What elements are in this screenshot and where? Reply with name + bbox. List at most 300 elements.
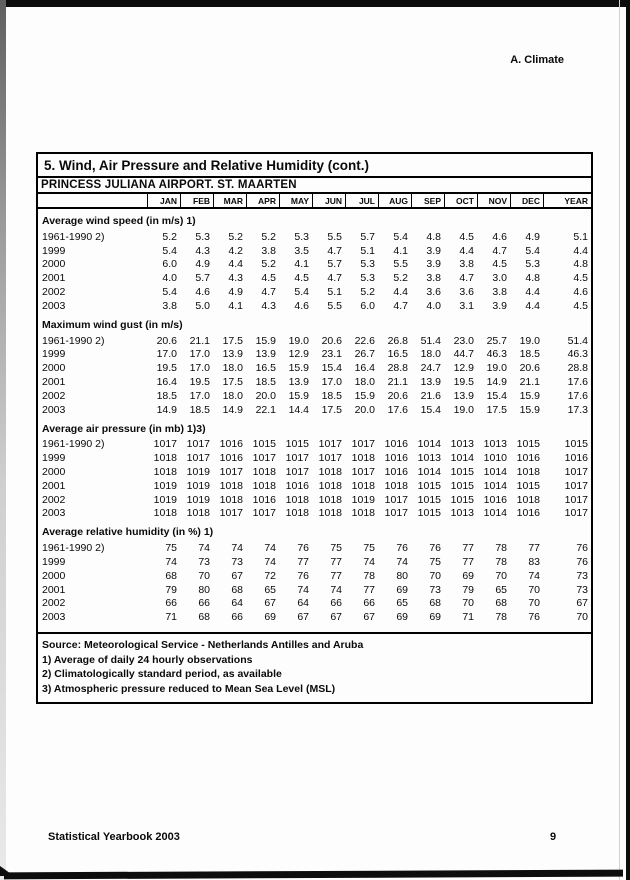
scan-artifact-left-strip — [0, 0, 6, 880]
cell: 4.1 — [228, 299, 243, 312]
cell: 1014 — [483, 479, 507, 492]
cell: 1015 — [417, 493, 441, 506]
cell: 1019 — [153, 479, 177, 492]
cell: 77 — [330, 569, 342, 582]
cell: 4.0 — [426, 299, 441, 312]
cell: 69 — [396, 583, 408, 596]
cell: 1017 — [318, 438, 342, 451]
cell: 1018 — [153, 466, 177, 479]
cell: 74 — [330, 583, 342, 596]
cell: 1014 — [483, 507, 507, 520]
cell: 73 — [231, 556, 243, 569]
cell: 1017 — [153, 438, 177, 451]
cell: 4.6 — [492, 230, 507, 243]
cell: 1017 — [318, 452, 342, 465]
cell: 1014 — [450, 452, 474, 465]
cell: 74 — [528, 569, 540, 582]
cell: 5.4 — [162, 286, 177, 299]
cell: 1014 — [483, 466, 507, 479]
table-row — [38, 361, 591, 375]
cell: 69 — [264, 611, 276, 624]
cell: 4.7 — [327, 244, 342, 257]
cell: 18.5 — [255, 376, 276, 389]
cell: 4.8 — [573, 258, 588, 271]
cell: 73 — [198, 556, 210, 569]
table-row — [38, 258, 591, 272]
cell: 17.0 — [321, 376, 342, 389]
cell: 76 — [576, 556, 588, 569]
cell: 1018 — [252, 479, 276, 492]
cell: 77 — [297, 556, 309, 569]
cell: 14.9 — [486, 376, 507, 389]
cell: 16.4 — [156, 376, 177, 389]
cell: 1015 — [450, 493, 474, 506]
table-row — [38, 465, 591, 479]
cell: 15.9 — [519, 389, 540, 402]
cell: 19.0 — [453, 403, 474, 416]
cell: 66 — [231, 611, 243, 624]
cell: 18.5 — [189, 403, 210, 416]
table-subtitle: PRINCESS JULIANA AIRPORT. ST. MAARTEN — [38, 178, 591, 194]
cell: 24.7 — [420, 362, 441, 375]
cell: 79 — [165, 583, 177, 596]
cell: 67 — [576, 597, 588, 610]
row-label: 1999 — [42, 348, 66, 361]
row-label: 2003 — [42, 403, 66, 416]
cell: 51.4 — [420, 334, 441, 347]
cell: 66 — [165, 597, 177, 610]
cell: 1017 — [564, 479, 588, 492]
cell: 75 — [363, 542, 375, 555]
table-row — [38, 479, 591, 493]
cell: 70 — [198, 569, 210, 582]
cell: 71 — [462, 611, 474, 624]
cell: 17.0 — [156, 348, 177, 361]
cell: 5.3 — [360, 258, 375, 271]
cell: 5.2 — [261, 230, 276, 243]
cell: 5.7 — [360, 230, 375, 243]
cell: 4.9 — [195, 258, 210, 271]
cell: 64 — [297, 597, 309, 610]
column-header-oct: OCT — [444, 194, 477, 207]
cell: 5.3 — [360, 272, 375, 285]
table-row — [38, 334, 591, 348]
cell: 68 — [495, 597, 507, 610]
column-header-dec: DEC — [510, 194, 543, 207]
cell: 1019 — [186, 493, 210, 506]
cell: 28.8 — [567, 362, 588, 375]
row-label: 2000 — [42, 258, 66, 271]
cell: 1018 — [351, 479, 375, 492]
cell: 77 — [462, 556, 474, 569]
cell: 78 — [495, 556, 507, 569]
cell: 1017 — [564, 507, 588, 520]
cell: 1018 — [516, 493, 540, 506]
cell: 5.2 — [228, 230, 243, 243]
cell: 20.0 — [354, 403, 375, 416]
cell: 77 — [462, 542, 474, 555]
row-label: 2002 — [42, 597, 66, 610]
cell: 17.0 — [189, 389, 210, 402]
cell: 13.9 — [255, 348, 276, 361]
column-header-apr: APR — [246, 194, 279, 207]
cell: 17.5 — [222, 334, 243, 347]
footer-book-title: Statistical Yearbook 2003 — [48, 831, 180, 843]
scan-artifact-top-bar — [6, 0, 630, 7]
cell: 51.4 — [567, 334, 588, 347]
table-row — [38, 403, 591, 417]
cell: 65 — [495, 583, 507, 596]
cell: 1018 — [285, 507, 309, 520]
table-row — [38, 375, 591, 389]
table-row — [38, 244, 591, 258]
cell: 1017 — [252, 452, 276, 465]
cell: 19.0 — [288, 334, 309, 347]
cell: 1017 — [564, 466, 588, 479]
cell: 1019 — [186, 479, 210, 492]
cell: 21.1 — [519, 376, 540, 389]
cell: 1017 — [351, 466, 375, 479]
cell: 17.5 — [222, 376, 243, 389]
cell: 1018 — [351, 452, 375, 465]
section-heading: Average air pressure (in mb) 1)3) — [42, 422, 206, 435]
cell: 1017 — [252, 507, 276, 520]
cell: 4.5 — [492, 258, 507, 271]
cell: 70 — [576, 611, 588, 624]
cell: 15.4 — [420, 403, 441, 416]
cell: 1019 — [351, 493, 375, 506]
cell: 17.3 — [567, 403, 588, 416]
cell: 78 — [363, 569, 375, 582]
cell: 15.9 — [288, 362, 309, 375]
row-label: 2001 — [42, 583, 66, 596]
cell: 75 — [165, 542, 177, 555]
cell: 22.1 — [255, 403, 276, 416]
cell: 5.1 — [360, 244, 375, 257]
cell: 18.5 — [156, 389, 177, 402]
row-label: 2000 — [42, 466, 66, 479]
cell: 5.1 — [327, 286, 342, 299]
cell: 80 — [396, 569, 408, 582]
cell: 3.9 — [426, 258, 441, 271]
cell: 1016 — [219, 452, 243, 465]
row-label: 2002 — [42, 286, 66, 299]
section-heading: Average wind speed (in m/s) 1) — [42, 215, 196, 227]
scan-artifact-bottom-bar — [4, 870, 623, 880]
cell: 1017 — [384, 507, 408, 520]
cell: 5.3 — [525, 258, 540, 271]
cell: 74 — [198, 542, 210, 555]
column-header-aug: AUG — [378, 194, 411, 207]
cell: 15.9 — [255, 334, 276, 347]
cell: 16.5 — [255, 362, 276, 375]
cell: 67 — [363, 611, 375, 624]
scan-artifact-bottom-wedge — [0, 866, 14, 876]
cell: 1016 — [252, 493, 276, 506]
cell: 3.5 — [294, 244, 309, 257]
cell: 3.9 — [492, 299, 507, 312]
row-label: 2003 — [42, 507, 66, 520]
cell: 4.6 — [195, 286, 210, 299]
cell: 5.5 — [327, 230, 342, 243]
cell: 46.3 — [486, 348, 507, 361]
cell: 4.5 — [459, 230, 474, 243]
cell: 18.5 — [321, 389, 342, 402]
cell: 4.3 — [228, 272, 243, 285]
cell: 4.7 — [261, 286, 276, 299]
cell: 77 — [528, 542, 540, 555]
cell: 70 — [528, 597, 540, 610]
cell: 4.3 — [195, 244, 210, 257]
cell: 77 — [363, 583, 375, 596]
table-row — [38, 597, 591, 611]
cell: 4.9 — [228, 286, 243, 299]
cell: 77 — [330, 556, 342, 569]
table-row — [38, 507, 591, 521]
table-row — [38, 583, 591, 597]
cell: 20.6 — [519, 362, 540, 375]
cell: 1019 — [186, 466, 210, 479]
column-header-sep: SEP — [411, 194, 444, 207]
note-line: 2) Climatologically standard period, as available — [42, 668, 282, 681]
cell: 1016 — [219, 438, 243, 451]
cell: 4.1 — [393, 244, 408, 257]
column-header-jan: JAN — [147, 194, 180, 207]
cell: 4.5 — [294, 272, 309, 285]
cell: 69 — [429, 611, 441, 624]
row-label: 2001 — [42, 272, 66, 285]
cell: 5.4 — [393, 230, 408, 243]
cell: 4.4 — [525, 286, 540, 299]
cell: 14.9 — [156, 403, 177, 416]
cell: 14.9 — [222, 403, 243, 416]
cell: 68 — [429, 597, 441, 610]
cell: 5.4 — [294, 286, 309, 299]
note-line: 1) Average of daily 24 hourly observations — [42, 653, 253, 666]
column-header-jun: JUN — [312, 194, 345, 207]
cell: 17.6 — [567, 389, 588, 402]
cell: 1019 — [153, 493, 177, 506]
row-label: 2002 — [42, 493, 66, 506]
cell: 74 — [165, 556, 177, 569]
row-label: 2002 — [42, 389, 66, 402]
cell: 75 — [429, 556, 441, 569]
cell: 4.7 — [492, 244, 507, 257]
cell: 12.9 — [288, 348, 309, 361]
table-row — [38, 541, 591, 555]
cell: 67 — [297, 611, 309, 624]
cell: 6.0 — [162, 258, 177, 271]
cell: 1017 — [285, 452, 309, 465]
cell: 1013 — [450, 507, 474, 520]
cell: 76 — [297, 542, 309, 555]
cell: 5.2 — [162, 230, 177, 243]
cell: 23.0 — [453, 334, 474, 347]
cell: 66 — [198, 597, 210, 610]
cell: 3.8 — [261, 244, 276, 257]
cell: 69 — [396, 611, 408, 624]
cell: 70 — [462, 597, 474, 610]
cell: 20.0 — [255, 389, 276, 402]
cell: 15.4 — [486, 389, 507, 402]
table-row — [38, 271, 591, 285]
cell: 1018 — [318, 479, 342, 492]
cell: 25.7 — [486, 334, 507, 347]
cell: 73 — [576, 583, 588, 596]
cell: 1017 — [564, 493, 588, 506]
cell: 4.7 — [393, 299, 408, 312]
cell: 1016 — [384, 452, 408, 465]
cell: 3.6 — [459, 286, 474, 299]
cell: 19.0 — [519, 334, 540, 347]
cell: 1016 — [516, 507, 540, 520]
column-header-nov: NOV — [477, 194, 510, 207]
cell: 5.1 — [573, 230, 588, 243]
cell: 78 — [495, 542, 507, 555]
column-header-may: MAY — [279, 194, 312, 207]
cell: 5.0 — [195, 299, 210, 312]
row-label: 1999 — [42, 452, 66, 465]
cell: 66 — [330, 597, 342, 610]
cell: 5.7 — [195, 272, 210, 285]
cell: 4.5 — [573, 272, 588, 285]
cell: 1016 — [384, 466, 408, 479]
table-row — [38, 610, 591, 624]
cell: 4.4 — [525, 299, 540, 312]
cell: 4.5 — [573, 299, 588, 312]
cell: 15.9 — [519, 403, 540, 416]
cell: 18.0 — [222, 389, 243, 402]
page-number: 9 — [550, 831, 557, 843]
cell: 23.1 — [321, 348, 342, 361]
cell: 1016 — [483, 493, 507, 506]
cell: 1015 — [417, 507, 441, 520]
table-row — [38, 493, 591, 507]
cell: 74 — [264, 556, 276, 569]
cell: 3.8 — [426, 272, 441, 285]
row-label: 1999 — [42, 556, 66, 569]
row-label: 2000 — [42, 362, 66, 375]
cell: 5.3 — [195, 230, 210, 243]
row-label: 2003 — [42, 299, 66, 312]
cell: 17.5 — [486, 403, 507, 416]
table-sections — [38, 209, 591, 624]
row-label: 2003 — [42, 611, 66, 624]
cell: 66 — [363, 597, 375, 610]
cell: 1017 — [351, 438, 375, 451]
cell: 1016 — [285, 479, 309, 492]
cell: 1018 — [186, 507, 210, 520]
cell: 4.5 — [261, 272, 276, 285]
cell: 65 — [396, 597, 408, 610]
cell: 13.9 — [420, 376, 441, 389]
cell: 19.0 — [486, 362, 507, 375]
cell: 15.9 — [354, 389, 375, 402]
table-row — [38, 451, 591, 465]
cell: 18.0 — [354, 376, 375, 389]
cell: 70 — [495, 569, 507, 582]
cell: 15.4 — [321, 362, 342, 375]
cell: 70 — [528, 583, 540, 596]
cell: 1018 — [252, 466, 276, 479]
cell: 26.7 — [354, 348, 375, 361]
cell: 71 — [165, 611, 177, 624]
chapter-header: A. Climate — [510, 54, 564, 66]
cell: 1018 — [318, 493, 342, 506]
cell: 5.7 — [327, 258, 342, 271]
section-heading: Average relative humidity (in %) 1) — [42, 526, 214, 539]
cell: 4.0 — [162, 272, 177, 285]
cell: 68 — [198, 611, 210, 624]
cell: 1016 — [564, 452, 588, 465]
table-row — [38, 438, 591, 452]
column-header-feb: FEB — [180, 194, 213, 207]
cell: 68 — [231, 583, 243, 596]
cell: 19.5 — [189, 376, 210, 389]
cell: 1018 — [351, 507, 375, 520]
cell: 4.8 — [426, 230, 441, 243]
cell: 1014 — [417, 466, 441, 479]
cell: 74 — [297, 583, 309, 596]
cell: 1015 — [285, 438, 309, 451]
cell: 4.8 — [525, 272, 540, 285]
cell: 70 — [429, 569, 441, 582]
cell: 1015 — [417, 479, 441, 492]
cell: 5.2 — [360, 286, 375, 299]
cell: 74 — [264, 542, 276, 555]
row-label: 1961-1990 2) — [42, 542, 105, 555]
cell: 1015 — [516, 438, 540, 451]
cell: 1017 — [384, 493, 408, 506]
cell: 1015 — [252, 438, 276, 451]
cell: 20.6 — [321, 334, 342, 347]
cell: 17.6 — [567, 376, 588, 389]
row-label: 1961-1990 2) — [42, 334, 105, 347]
cell: 1017 — [219, 466, 243, 479]
row-label: 2000 — [42, 569, 66, 582]
cell: 4.2 — [228, 244, 243, 257]
scan-artifact-page-edge-line — [619, 0, 620, 880]
row-label: 1961-1990 2) — [42, 230, 105, 243]
cell: 17.6 — [387, 403, 408, 416]
cell: 21.1 — [387, 376, 408, 389]
cell: 1017 — [285, 466, 309, 479]
cell: 6.0 — [360, 299, 375, 312]
cell: 5.3 — [294, 230, 309, 243]
cell: 1016 — [384, 438, 408, 451]
cell: 5.5 — [327, 299, 342, 312]
cell: 17.5 — [321, 403, 342, 416]
cell: 1015 — [450, 479, 474, 492]
cell: 19.5 — [453, 376, 474, 389]
row-label-spacer — [38, 194, 147, 207]
cell: 76 — [429, 542, 441, 555]
cell: 1018 — [285, 493, 309, 506]
cell: 67 — [231, 569, 243, 582]
column-header-mar: MAR — [213, 194, 246, 207]
cell: 83 — [528, 556, 540, 569]
cell: 1018 — [153, 452, 177, 465]
row-label: 2001 — [42, 376, 66, 389]
table-row — [38, 299, 591, 313]
cell: 1015 — [450, 466, 474, 479]
cell: 65 — [264, 583, 276, 596]
cell: 4.6 — [294, 299, 309, 312]
cell: 1018 — [318, 507, 342, 520]
table-row — [38, 569, 591, 583]
cell: 4.3 — [261, 299, 276, 312]
cell: 4.7 — [327, 272, 342, 285]
